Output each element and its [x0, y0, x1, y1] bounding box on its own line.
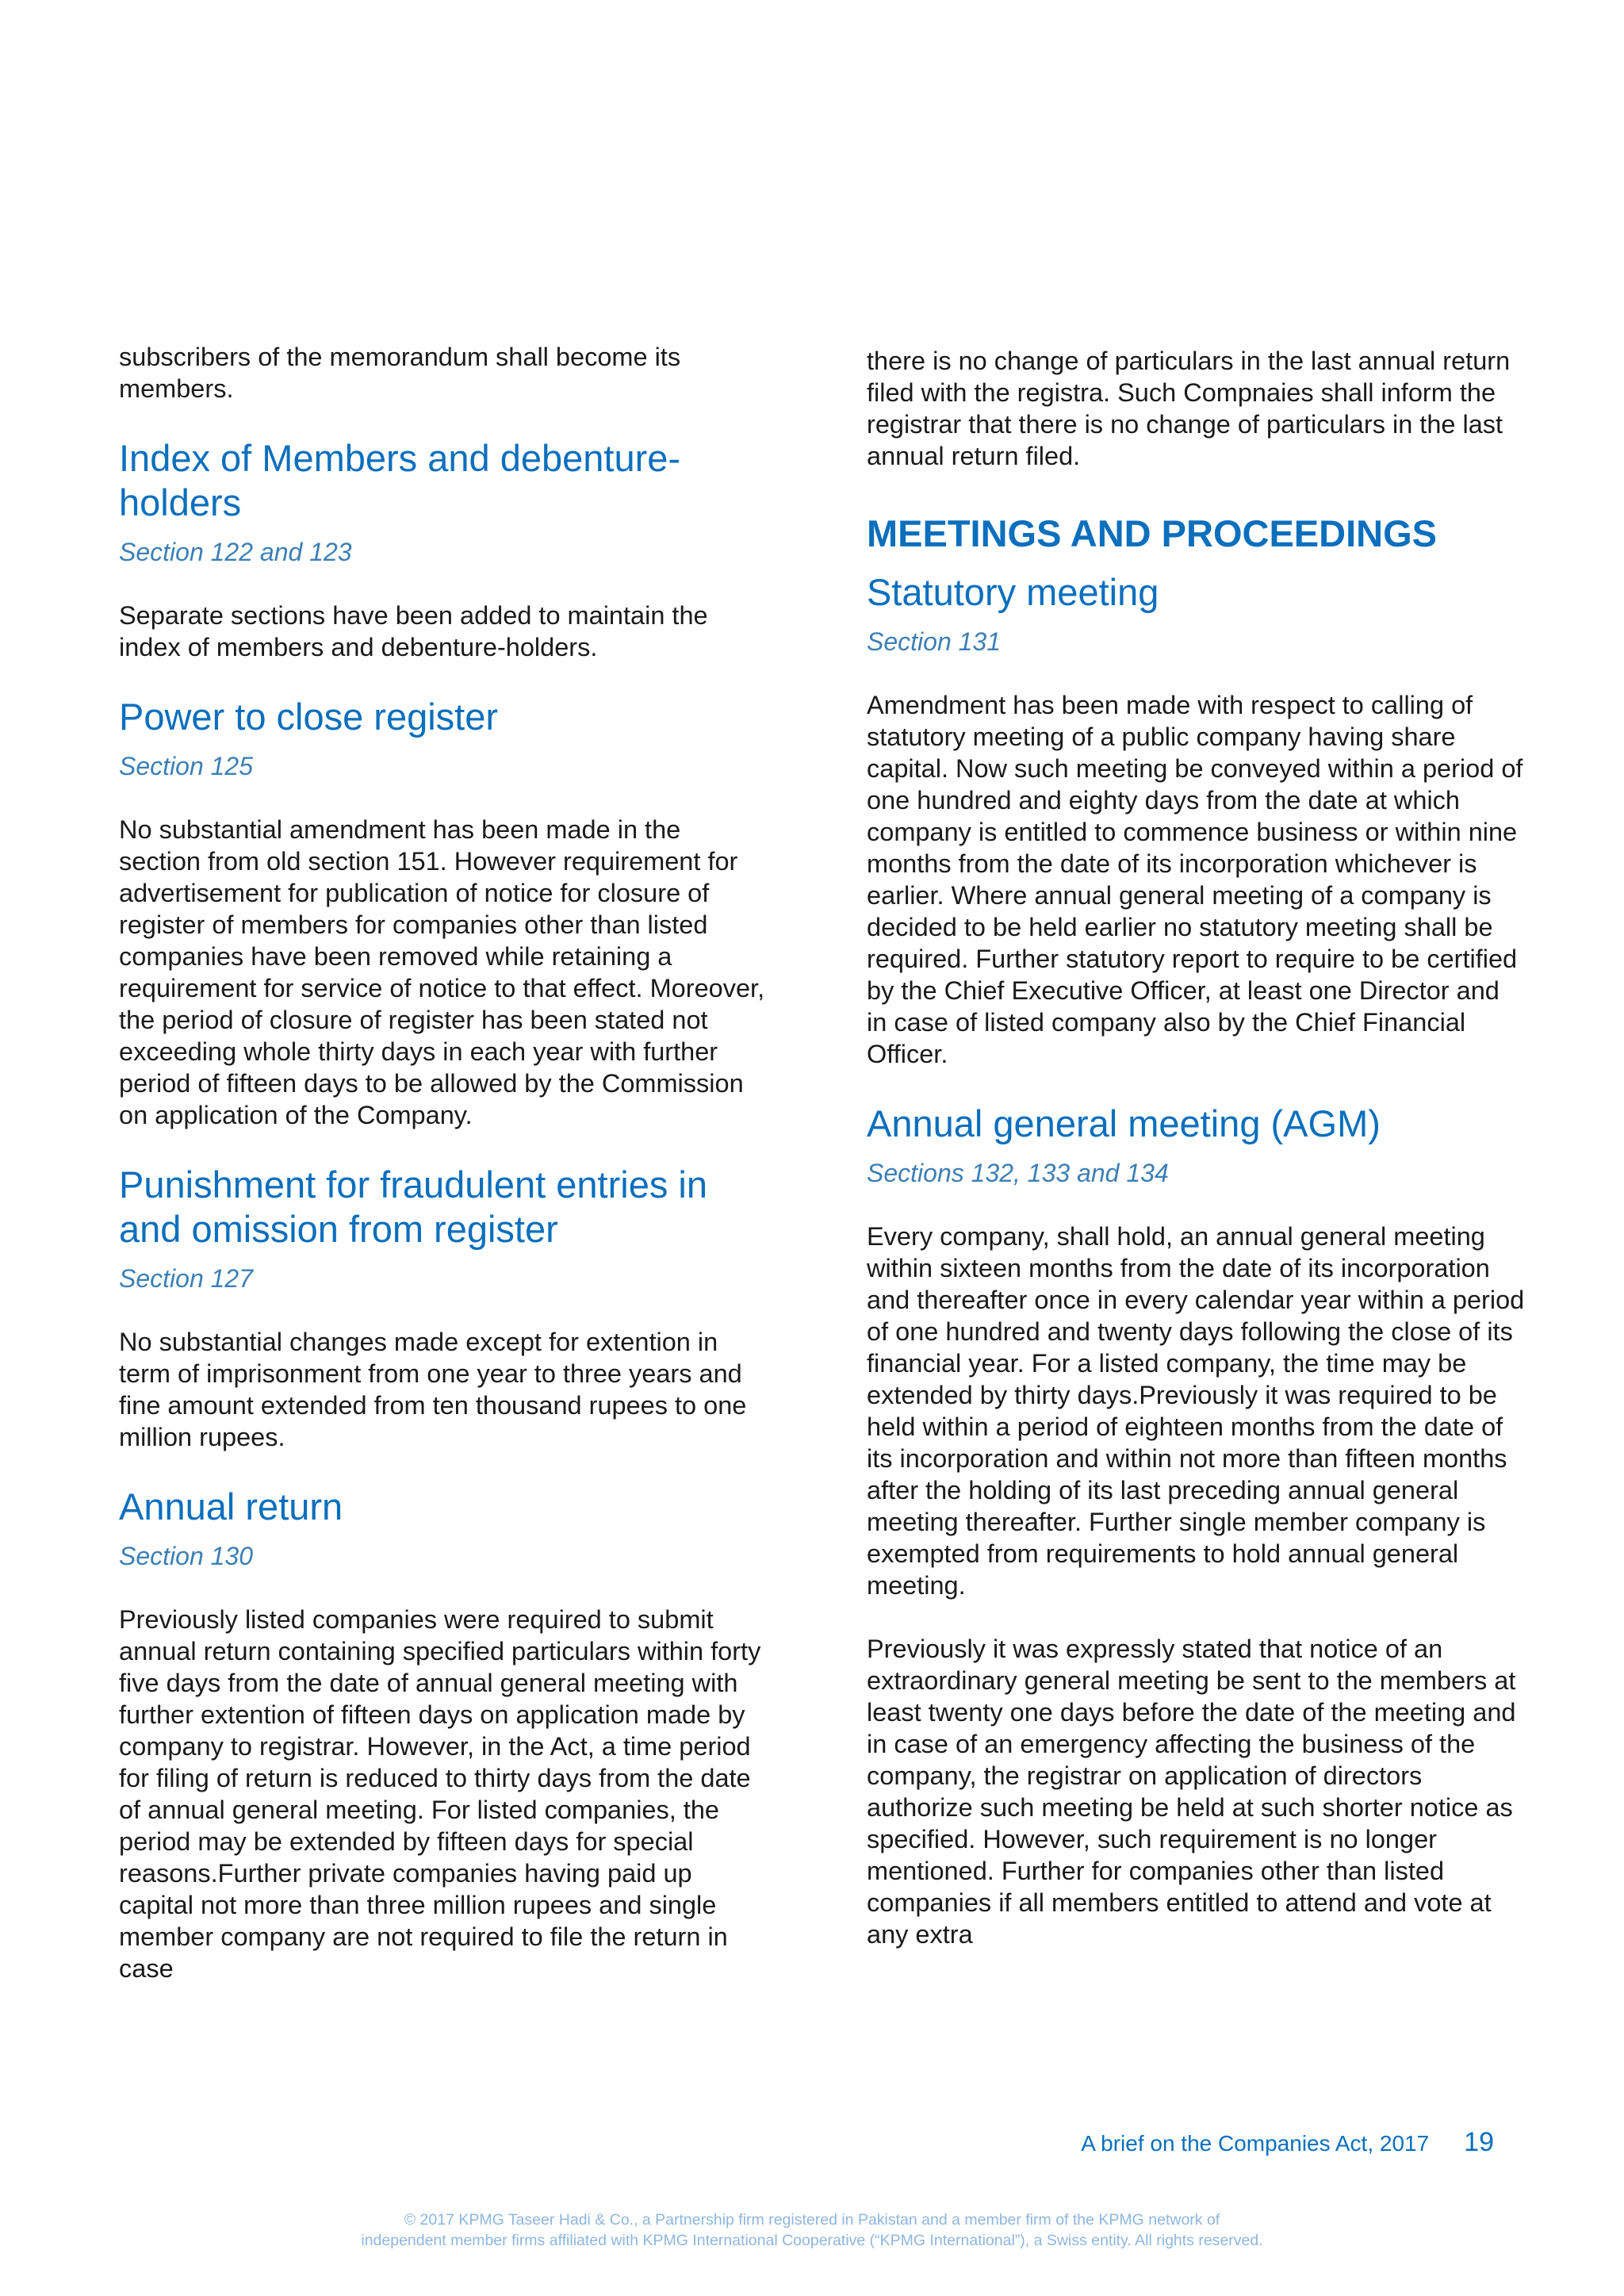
index-members-section-ref: Section 122 and 123	[119, 538, 352, 566]
right-intro-block	[867, 345, 1526, 472]
footer-doc-title: A brief on the Companies Act, 2017	[1081, 2131, 1430, 2156]
intro-block	[119, 341, 769, 404]
index-members-title: Index of Members and debenture-holders	[119, 437, 681, 523]
meetings-heading: MEETINGS AND PROCEEDINGS	[867, 512, 1437, 554]
annual-return-section	[119, 1485, 769, 1984]
page-footer	[1081, 2127, 1494, 2158]
agm-section-ref: Sections 132, 133 and 134	[867, 1159, 1169, 1187]
right-intro-text: there is no change of particulars in the last annual return filed with the registra. Such Compnaies shall inform the registrar that there is no change of particulars in the last annual return filed.	[867, 347, 1511, 470]
power-close-title: Power to close register	[119, 696, 499, 738]
page-number: 19	[1464, 2127, 1494, 2157]
statutory-section-ref: Section 131	[867, 627, 1002, 656]
annual-return-title: Annual return	[119, 1485, 343, 1527]
copyright-line-2: independent member firms affiliated with KPMG International Cooperative (“KPMG International”), a Swiss entity. All rights reserved.	[361, 2232, 1263, 2249]
punishment-title: Punishment for fraudulent entries in and omission from register	[119, 1163, 707, 1250]
copyright-line-1: © 2017 KPMG Taseer Hadi & Co., a Partnership firm registered in Pakistan and a member firm of the KPMG network of	[404, 2211, 1220, 2229]
power-close-section-ref: Section 125	[119, 752, 254, 780]
index-members-body: Separate sections have been added to maintain the index of members and debenture-holders.	[119, 601, 708, 661]
copyright-notice	[0, 2210, 1624, 2251]
punishment-body: No substantial changes made except for extention in term of imprisonment from one year to three years and fine amount extended from ten thousand rupees to one million rupees.	[119, 1328, 747, 1451]
right-column	[867, 341, 1526, 1950]
power-close-section	[119, 695, 769, 1131]
annual-return-section-ref: Section 130	[119, 1542, 254, 1570]
punishment-section-ref: Section 127	[119, 1264, 254, 1293]
statutory-title: Statutory meeting	[867, 571, 1159, 613]
agm-title: Annual general meeting (AGM)	[867, 1102, 1381, 1144]
index-members-section	[119, 436, 769, 663]
annual-return-body: Previously listed companies were required to submit annual return containing specified particulars within forty five days from the date of annual general meeting with further extention of fifteen days on application made by company to registrar. However, in the Act, a time period for filing of return is reduced to thirty days from the date of annual general meeting. For listed companies, the period may be extended by fifteen days for special reasons.Further private companies having paid up capital not more than three million rupees and single member company are not required to file the return in case	[119, 1605, 761, 1983]
power-close-body: No substantial amendment has been made in the section from old section 151. However requirement for advertisement for publication of notice for closure of register of members for companies other than listed companies have been removed while retaining a requirement for service of notice to that effect. Moreover, the period of closure of register has been stated not exceeding whole thirty days in each year with further period of fifteen days to be allowed by the Commission on application of the Company.	[119, 815, 765, 1129]
punishment-section	[119, 1163, 769, 1453]
agm-section	[867, 1102, 1526, 1950]
left-intro-text: subscribers of the memorandum shall become its members.	[119, 343, 681, 403]
statutory-section	[867, 570, 1526, 1070]
left-column	[119, 341, 769, 1984]
statutory-body: Amendment has been made with respect to calling of statutory meeting of a public company having share capital. Now such meeting be conveyed within a period of one hundred and eighty days from the date at which company is entitled to commence business or within nine months from the date of its incorporation whichever is earlier. Where annual general meeting of a company is decided to be held earlier no statutory meeting shall be required. Further statutory report to require to be certified by the Chief Executive Officer, at least one Director and in case of listed company also by the Chief Financial Officer.	[867, 691, 1523, 1068]
agm-body-1: Every company, shall hold, an annual general meeting within sixteen months from the date of its incorporation and thereafter once in every calendar year within a period of one hundred and twenty days following the close of its financial year. For a listed company, the time may be extended by thirty days.Previously it was required to be held within a period of eighteen months from the date of its incorporation and within not more than fifteen months after the holding of its last preceding annual general meeting thereafter. Further single member company is exempted from requirements to hold annual general meeting.	[867, 1222, 1525, 1600]
agm-body-2: Previously it was expressly stated that notice of an extraordinary general meeting be sent to the members at least twenty one days before the date of the meeting and in case of an emergency affecting the business of the company, the registrar on application of directors authorize such meeting be held at such shorter notice as specified. However, such requirement is no longer mentioned. Further for companies other than listed companies if all members entitled to attend and vote at any extra	[867, 1635, 1516, 1949]
